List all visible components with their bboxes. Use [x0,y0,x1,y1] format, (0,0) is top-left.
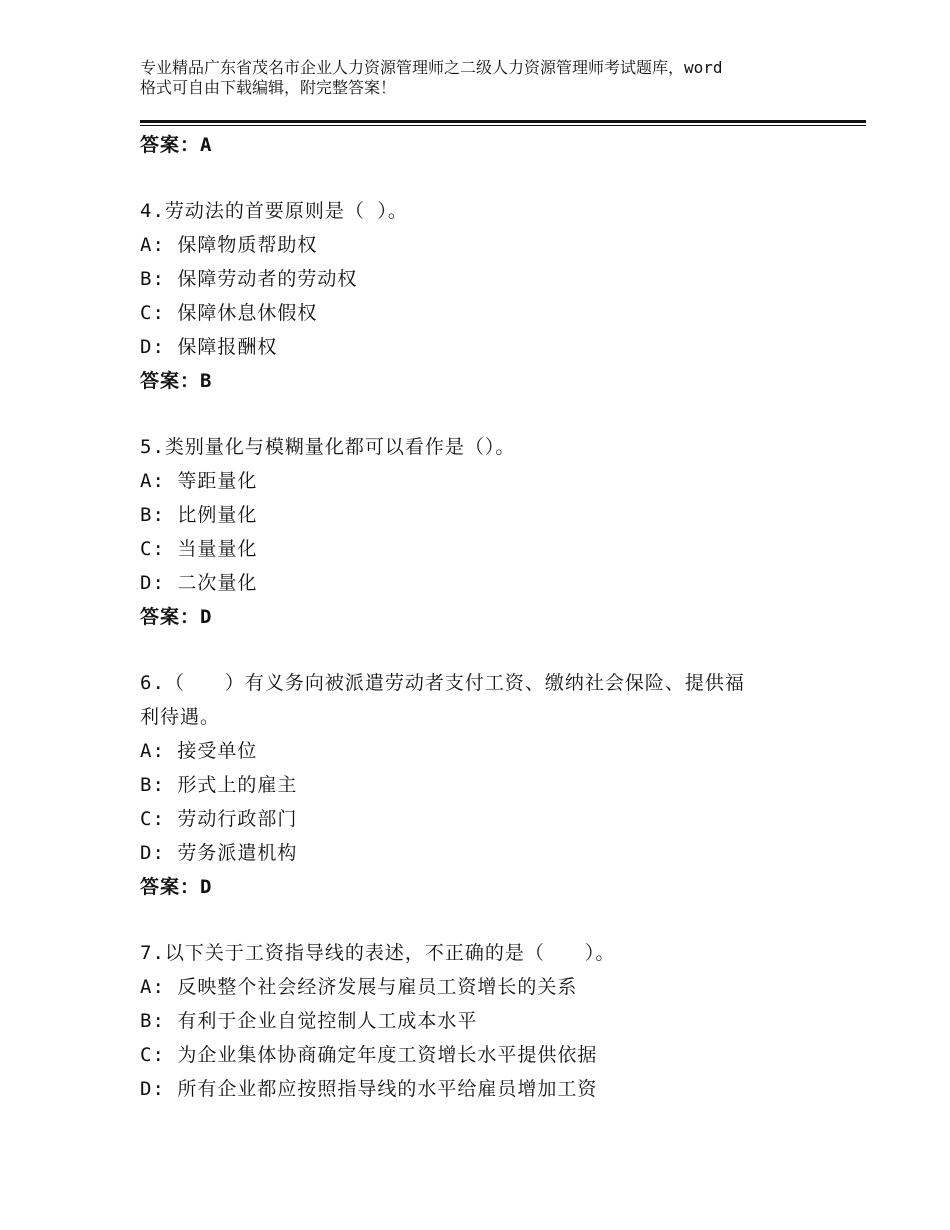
option-d: D: 劳务派遣机构 [140,842,298,864]
option-b: B: 有利于企业自觉控制人工成本水平 [140,1010,478,1032]
option-c: C: 保障休息休假权 [140,302,318,324]
option-d: D: 二次量化 [140,572,258,594]
option-b: B: 保障劳动者的劳动权 [140,268,358,290]
option-c: C: 当量量化 [140,538,258,560]
question-5 [140,430,820,634]
document-body [140,128,820,1106]
option-d: D: 所有企业都应按照指导线的水平给雇员增加工资 [140,1078,598,1100]
question-stem: 5.类别量化与模糊量化都可以看作是（）。 [140,436,516,458]
answer: 答案：D [140,876,213,898]
question-4 [140,194,820,398]
option-a: A: 反映整个社会经济发展与雇员工资增长的关系 [140,976,578,998]
option-a: A: 接受单位 [140,740,258,762]
header-line-2: 格式可自由下载编辑，附完整答案！ [140,78,397,97]
spacer [140,162,820,194]
option-c: C: 为企业集体协商确定年度工资增长水平提供依据 [140,1044,598,1066]
question-stem: 4.劳动法的首要原则是（ ）。 [140,200,408,222]
option-a: A: 保障物质帮助权 [140,234,318,256]
spacer [140,904,820,936]
header-rule-thin [140,125,866,126]
question-7 [140,936,820,1106]
question-stem-continued: 利待遇。 [140,706,221,728]
spacer [140,398,820,430]
option-a: A: 等距量化 [140,470,258,492]
answer: 答案：B [140,370,213,392]
header-rule-thick [140,120,866,123]
header-line-1: 专业精品广东省茂名市企业人力资源管理师之二级人力资源管理师考试题库，word [140,58,723,77]
spacer [140,634,820,666]
question-6 [140,666,820,904]
question-stem: 6.（ ）有义务向被派遣劳动者支付工资、缴纳社会保险、提供福 [140,672,745,694]
option-c: C: 劳动行政部门 [140,808,298,830]
document-header [140,58,860,98]
previous-answer: 答案：A [140,134,213,156]
question-stem: 7.以下关于工资指导线的表述，不正确的是（ ）。 [140,942,616,964]
option-b: B: 形式上的雇主 [140,774,298,796]
answer: 答案：D [140,606,213,628]
option-d: D: 保障报酬权 [140,336,278,358]
option-b: B: 比例量化 [140,504,258,526]
